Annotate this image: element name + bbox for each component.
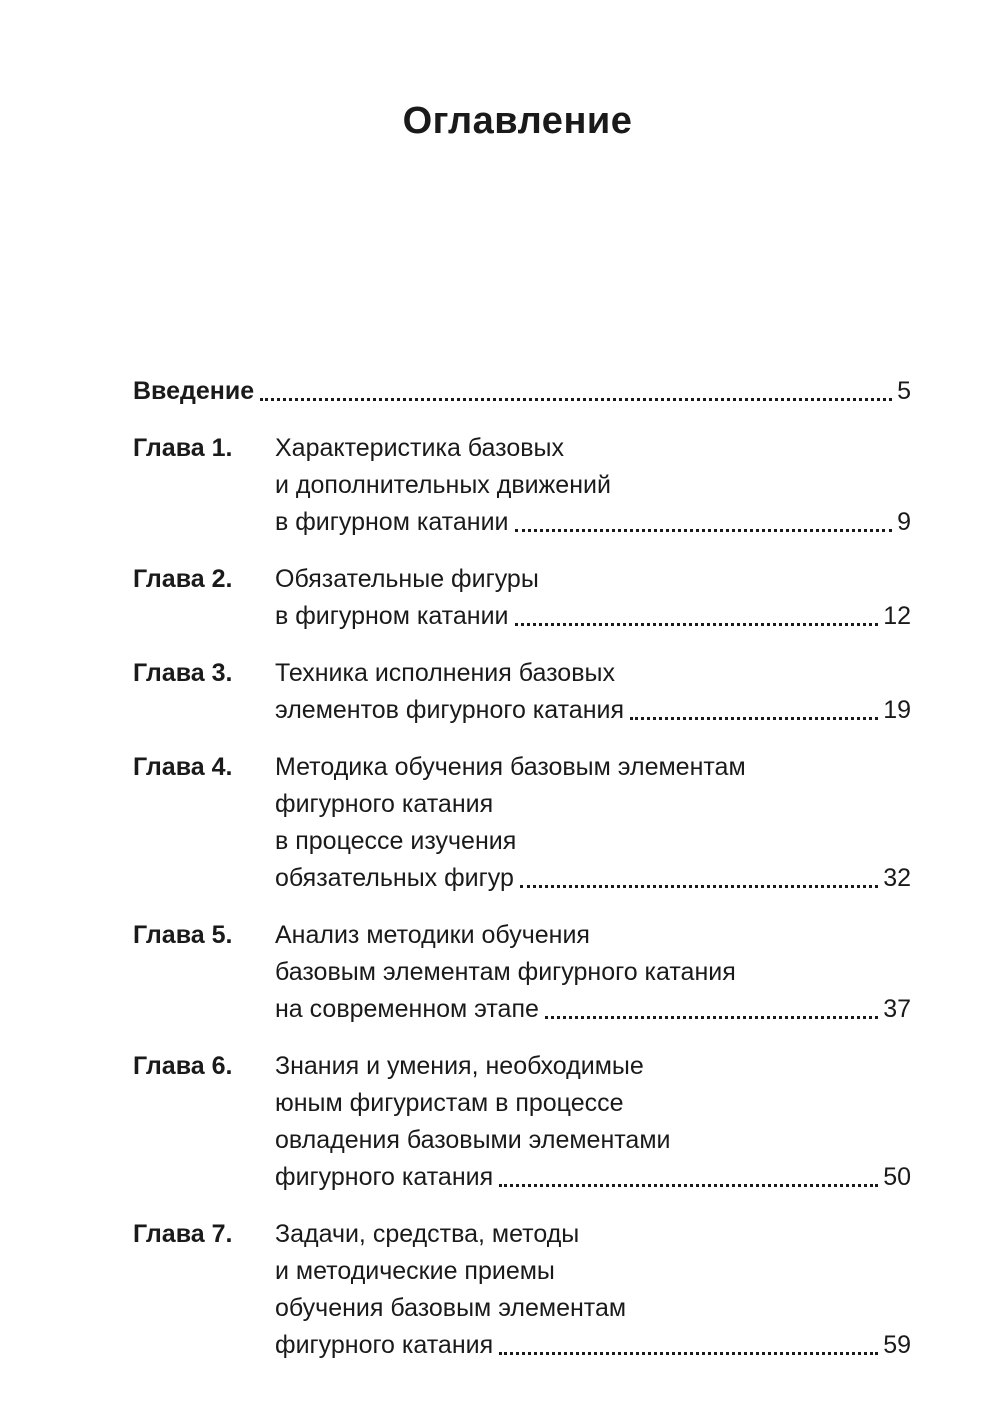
page-number: 5 [897,377,911,405]
toc-entry[interactable] [133,1216,911,1364]
chapter-title-line: овладения базовыми элементами [275,1126,671,1154]
chapter-title-line [275,1159,911,1196]
toc-entry[interactable] [133,373,911,410]
chapter-label: Глава 5. [133,921,233,949]
page-number: 19 [883,696,911,724]
toc-entry[interactable] [133,749,911,897]
chapter-title-line [275,860,911,897]
chapter-title-line: Анализ методики обучения [275,921,590,949]
page-title: Оглавление [402,100,633,142]
chapter-title-text: элементов фигурного катания [275,696,625,724]
chapter-title-line [275,1327,911,1364]
chapter-title-line: и методические приемы [275,1257,555,1285]
chapter-label: Глава 4. [133,753,233,781]
chapter-title-line [275,991,911,1028]
chapter-title [275,1048,911,1196]
chapter-label: Глава 1. [133,434,233,462]
chapter-title-text: на современном этапе [275,995,539,1023]
dot-leader [520,885,878,888]
chapter-title-line: Методика обучения базовым элементам [275,753,746,781]
chapter-title-line: обучения базовым элементам [275,1294,627,1322]
dot-leader [499,1352,878,1355]
chapter-title-text: фигурного катания [275,1163,494,1191]
toc-entry-label: Введение [133,377,255,405]
chapter-label: Глава 2. [133,565,233,593]
chapter-label: Глава 7. [133,1220,233,1248]
toc-entry[interactable] [133,655,911,729]
chapter-title [275,655,911,729]
chapter-title-text: в фигурном катании [275,602,509,630]
page-number: 9 [897,508,911,536]
chapter-title [275,430,911,541]
chapter-title-line: Техника исполнения базовых [275,659,615,687]
page-number: 37 [883,995,911,1023]
chapter-title [275,917,911,1028]
chapter-title-line: Обязательные фигуры [275,565,539,593]
chapter-title-text: фигурного катания [275,1331,494,1359]
chapter-title-line: Знания и умения, необходимые [275,1052,644,1080]
dot-leader [515,529,893,532]
chapter-title-line: в процессе изучения [275,827,517,855]
page-number: 50 [883,1163,911,1191]
chapter-title [275,561,911,635]
chapter-title [275,1216,911,1364]
chapter-title-line: юным фигуристам в процессе [275,1089,624,1117]
page-number: 59 [883,1331,911,1359]
table-of-contents [133,373,911,1384]
chapter-label: Глава 6. [133,1052,233,1080]
chapter-title-text: обязательных фигур [275,864,514,892]
dot-leader [260,398,892,401]
chapter-title-line: базовым элементам фигурного катания [275,958,736,986]
page-number: 12 [883,602,911,630]
toc-entry[interactable] [133,430,911,541]
chapter-title-text: в фигурном катании [275,508,509,536]
chapter-title-line: и дополнительных движений [275,471,611,499]
dot-leader [515,623,879,626]
chapter-title [275,749,911,897]
chapter-title-line [275,598,911,635]
chapter-title-line [275,692,911,729]
toc-entry[interactable] [133,917,911,1028]
chapter-title-line: Характеристика базовых [275,434,565,462]
toc-entry[interactable] [133,561,911,635]
dot-leader [499,1184,878,1187]
page-number: 32 [883,864,911,892]
toc-entry[interactable] [133,1048,911,1196]
toc-entry-line [133,373,911,410]
chapter-title-line: фигурного катания [275,790,494,818]
chapter-title-line [275,504,911,541]
chapter-title-line: Задачи, средства, методы [275,1220,580,1248]
chapter-label: Глава 3. [133,659,233,687]
dot-leader [630,717,878,720]
dot-leader [545,1016,878,1019]
